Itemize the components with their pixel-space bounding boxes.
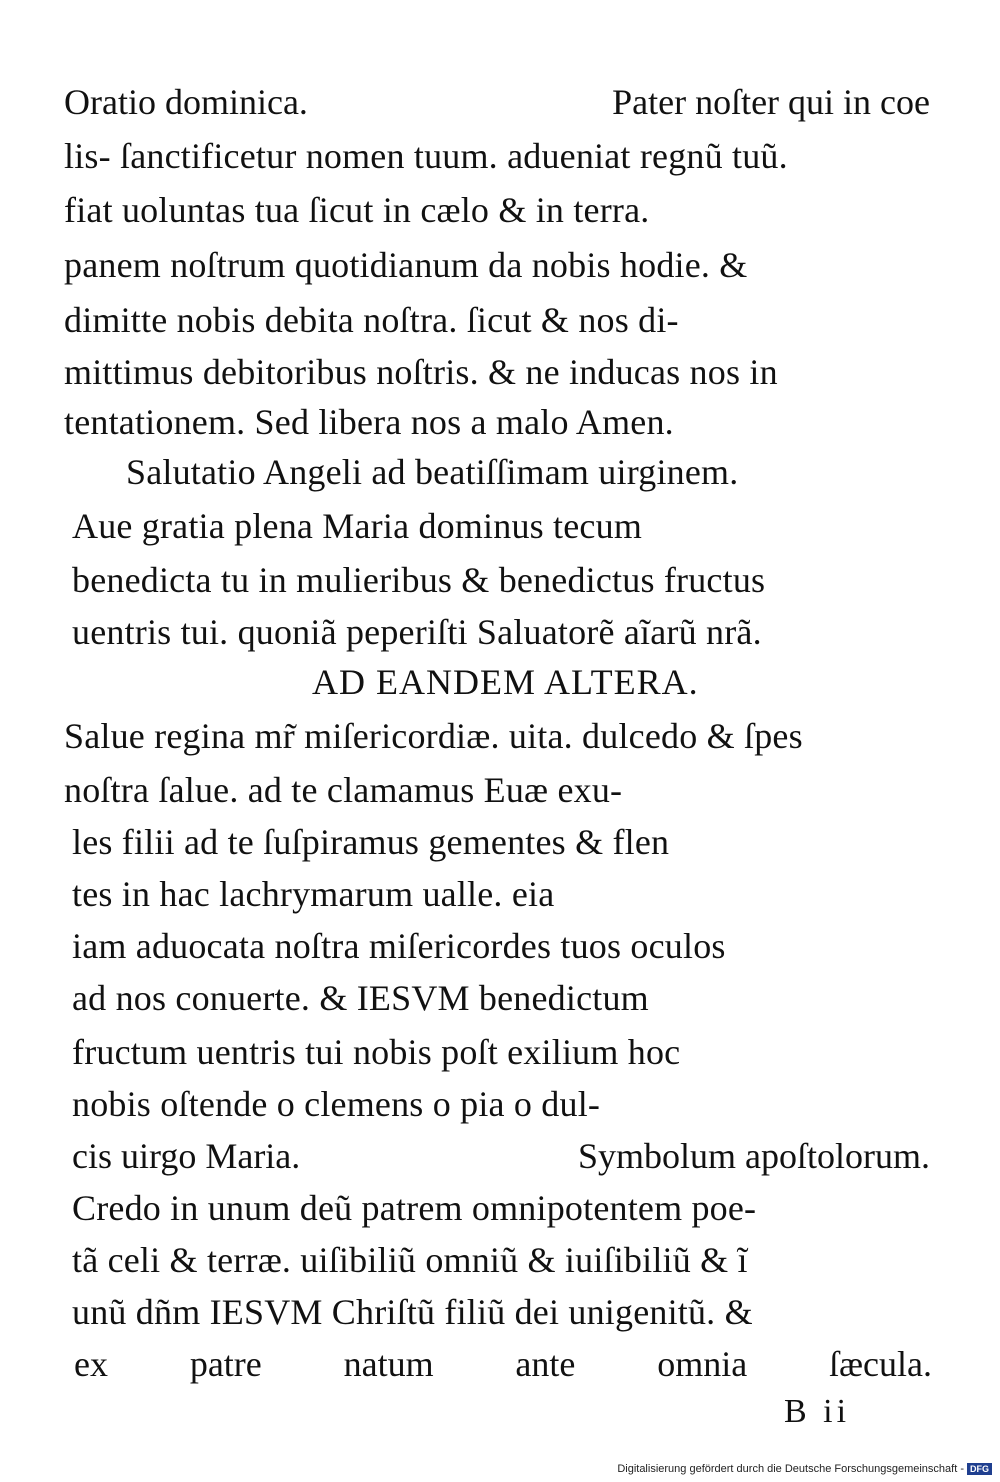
text-line-9: Aue gratia plena Maria dominus tecum — [72, 506, 643, 546]
text-line-8: Salutatio Angeli ad beatiſſimam uirginem. — [126, 452, 739, 492]
word: omnia — [657, 1344, 748, 1384]
text-line-21-left: cis uirgo Maria. — [72, 1136, 301, 1176]
text-line-17: iam aduocata noſtra miſericordes tuos oculos — [72, 926, 726, 966]
text-line-22: Credo in unum deũ patrem omnipotentem poe- — [72, 1188, 757, 1228]
word: ex — [74, 1344, 108, 1384]
text-line-16: tes in hac lachrymarum ualle. eia — [72, 874, 555, 914]
text-line-25 — [74, 1344, 932, 1384]
word: ſæcula. — [829, 1344, 932, 1384]
text-line-19: fructum uentris tui nobis poſt exilium hoc — [72, 1032, 681, 1072]
dfg-logo-icon: DFG — [967, 1463, 992, 1475]
text-line-20: nobis oſtende o clemens o pia o dul- — [72, 1084, 601, 1124]
text-line-2: lis- ſanctificetur nomen tuum. adueniat regnũ tuũ. — [64, 136, 788, 176]
text-line-1 — [64, 82, 930, 122]
text-line-24: unũ dñm IESVM Chriſtũ filiũ dei unigenitũ. & — [72, 1292, 753, 1332]
text-line-3: fiat uoluntas tua ſicut in cælo & in terra. — [64, 190, 650, 230]
text-line-7: tentationem. Sed libera nos a malo Amen. — [64, 402, 674, 442]
text-line-18: ad nos conuerte. & IESVM benedictum — [72, 978, 649, 1018]
word: ante — [515, 1344, 576, 1384]
word: patre — [189, 1344, 262, 1384]
text-line-11: uentris tui. quoniã peperiſti Saluatorẽ aĩarũ nrã. — [72, 612, 762, 652]
section-heading: AD EANDEM ALTERA. — [312, 662, 699, 702]
text-line-1-right: Pater noſter qui in coe — [612, 82, 930, 122]
text-line-15: les filii ad te ſuſpiramus gementes & flen — [72, 822, 670, 862]
text-line-21-right: Symbolum apoſtolorum. — [577, 1136, 930, 1176]
text-line-5: dimitte nobis debita noſtra. ſicut & nos di- — [64, 300, 679, 340]
word: natum — [343, 1344, 434, 1384]
text-line-6: mittimus debitoribus noſtris. & ne inducas nos in — [64, 352, 778, 392]
footer-text: Digitalisierung gefördert durch die Deutsche Forschungsgemeinschaft - — [617, 1463, 964, 1475]
text-line-13: Salue regina mr̃ miſericordiæ. uita. dulcedo & ſpes — [64, 716, 803, 756]
text-line-1-left: Oratio dominica. — [64, 82, 308, 122]
signature-mark: B ii — [784, 1393, 851, 1430]
text-line-21 — [72, 1136, 930, 1176]
text-line-23: tã celi & terræ. uiſibiliũ omniũ & iuiſibiliũ & ĩ — [72, 1240, 748, 1280]
text-line-4: panem noſtrum quotidianum da nobis hodie. & — [64, 245, 748, 285]
text-line-14: noſtra ſalue. ad te clamamus Euæ exu- — [64, 770, 623, 810]
digitization-footer — [617, 1462, 992, 1476]
text-line-10: benedicta tu in mulieribus & benedictus fructus — [72, 560, 766, 600]
